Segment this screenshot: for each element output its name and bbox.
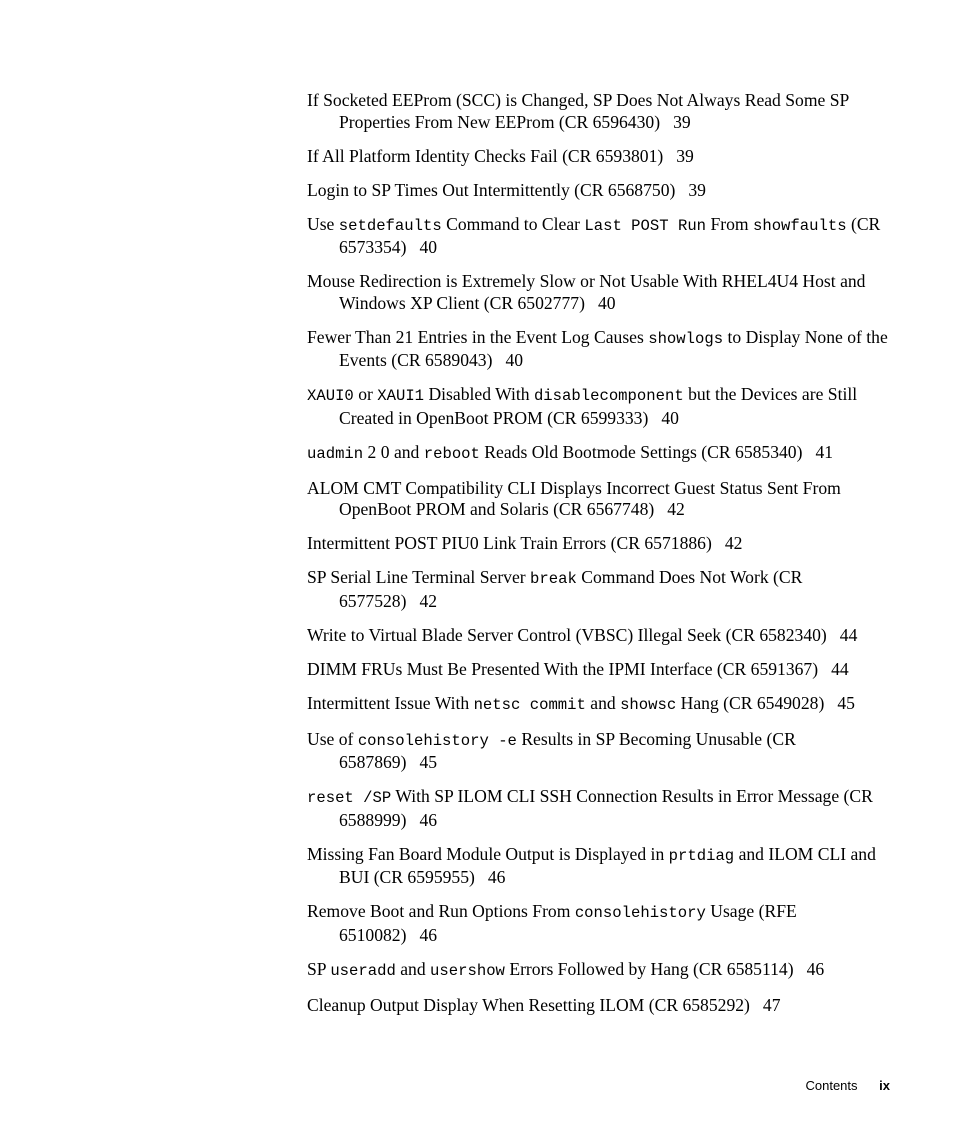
toc-entry-text: 2 0 and (363, 441, 424, 462)
toc-entry-text: Cleanup Output Display When Resetting ILOM (CR 6585292) (307, 994, 750, 1015)
toc-entry-page-number: 47 (762, 994, 781, 1015)
toc-entry-page-number: 42 (667, 499, 685, 519)
toc-entry-page-number: 40 (597, 292, 616, 313)
toc-entry-text: Use (307, 213, 339, 234)
toc-entry-code: XAUI0 (307, 387, 354, 405)
toc-entry-page-number: 40 (661, 407, 679, 428)
toc-entry[interactable] (307, 729, 897, 774)
toc-entry[interactable] (307, 625, 897, 647)
toc-entry-text: From (706, 213, 753, 234)
toc-entry[interactable] (307, 693, 897, 717)
toc-entry[interactable] (307, 959, 897, 983)
toc-entry[interactable] (307, 180, 897, 202)
toc-entry-page-number: 46 (419, 809, 438, 830)
toc-entry-text: Intermittent POST PIU0 Link Train Errors (CR 6571886) (307, 533, 712, 553)
toc-entry-code: netsc commit (473, 695, 586, 714)
toc-entry-page-number: 40 (505, 350, 524, 370)
toc-entry-text: ALOM CMT Compatibility CLI Displays Incorrect Guest Status Sent From OpenBoot PROM and Solaris (CR 6567748) (307, 477, 841, 519)
toc-entry[interactable] (307, 327, 897, 372)
page-footer (805, 1078, 890, 1093)
toc-entry[interactable] (307, 786, 897, 831)
toc-entry-page-number: 44 (831, 658, 849, 679)
toc-entry-code: showlogs (648, 329, 724, 348)
toc-entry-page-number: 45 (837, 692, 855, 713)
toc-entry-page-number: 39 (673, 111, 691, 132)
toc-entry-text: and ILOM CLI and BUI (CR 6595955) (339, 843, 876, 887)
toc-entry[interactable] (307, 384, 897, 429)
footer-section-label: Contents (805, 1078, 858, 1093)
toc-entry-text: Write to Virtual Blade Server Control (VBSC) Illegal Seek (CR 6582340) (307, 624, 827, 645)
toc-entry[interactable] (307, 478, 897, 521)
toc-entry[interactable] (307, 214, 897, 259)
toc-entry-text: Hang (CR 6549028) (676, 692, 825, 713)
toc-entry-text: Command to Clear (441, 213, 585, 234)
toc-entry-text: to Display None of the Events (CR 6589043) (339, 326, 888, 370)
toc-entry-code: uadmin (307, 444, 364, 463)
toc-entry-page-number: 39 (688, 179, 706, 200)
toc-entry-text: SP (307, 958, 331, 979)
toc-entry-page-number: 44 (839, 624, 858, 645)
toc-entry-text: Disabled With (424, 384, 534, 404)
toc-entry-text: Remove Boot and Run Options From (307, 901, 575, 921)
toc-entry-code: showsc (620, 695, 677, 714)
footer-page-number: ix (879, 1078, 890, 1093)
toc-entry-code: reset /SP (307, 789, 392, 807)
toc-entry-code: reboot (423, 444, 480, 463)
toc-entry-text: and (395, 958, 431, 979)
toc-entry-text: Results in SP Becoming Unusable (CR 6587869) (339, 728, 796, 772)
toc-entry-code: usershow (430, 961, 505, 980)
toc-entry-code: consolehistory (574, 904, 706, 922)
toc-entry-code: setdefaults (338, 216, 442, 235)
toc-entry-text: SP Serial Line Terminal Server (307, 567, 531, 587)
toc-entry[interactable] (307, 567, 897, 612)
toc-entry-text: Mouse Redirection is Extremely Slow or Not Usable With RHEL4U4 Host and Windows XP Client (CR 6502777) (307, 271, 866, 313)
toc-entry-code: XAUI1 (377, 387, 425, 405)
toc-entry-text: Missing Fan Board Module Output is Displayed in (307, 843, 669, 864)
toc-entry-text: Reads Old Bootmode Settings (CR 6585340) (479, 441, 803, 462)
toc-entry-text: Fewer Than 21 Entries in the Event Log Causes (307, 326, 649, 347)
toc-entry[interactable] (307, 146, 897, 168)
toc-entry[interactable] (307, 271, 897, 314)
toc-entry-text: but the Devices are Still Created in OpenBoot PROM (CR 6599333) (339, 384, 858, 428)
toc-entry-text: Usage (RFE 6510082) (339, 901, 797, 945)
table-of-contents (307, 90, 897, 1029)
toc-entry-text: Intermittent Issue With (307, 692, 474, 713)
toc-entry-text: If Socketed EEProm (SCC) is Changed, SP Does Not Always Read Some SP Properties From New EEProm (CR 6596430) (307, 90, 849, 132)
toc-entry-text: Use of (307, 728, 358, 749)
toc-entry-page-number: 40 (419, 237, 438, 257)
toc-entry[interactable] (307, 659, 897, 681)
toc-entry-page-number: 46 (487, 867, 506, 887)
toc-entry-text: (CR 6573354) (339, 213, 881, 257)
toc-entry-text: Errors Followed by Hang (CR 6585114) (504, 958, 794, 979)
toc-entry-page-number: 46 (806, 958, 825, 979)
toc-entry[interactable] (307, 995, 897, 1017)
toc-entry[interactable] (307, 844, 897, 889)
toc-entry-page-number: 42 (724, 533, 743, 553)
toc-entry-code: disablecomponent (533, 387, 684, 405)
toc-entry-page-number: 41 (815, 441, 834, 462)
toc-entry[interactable] (307, 90, 897, 133)
toc-entry-page-number: 45 (419, 752, 438, 772)
toc-entry-code: consolehistory -e (357, 731, 517, 750)
toc-entry-page-number: 39 (676, 145, 694, 166)
toc-entry-code: prtdiag (668, 846, 735, 865)
toc-entry-text: or (353, 384, 378, 404)
toc-entry-page-number: 46 (419, 924, 438, 945)
toc-entry-text: If All Platform Identity Checks Fail (CR 6593801) (307, 145, 664, 166)
toc-entry-text: Login to SP Times Out Intermittently (CR 6568750) (307, 179, 676, 200)
toc-entry-code: break (530, 570, 577, 588)
toc-entry-code: Last POST Run (584, 216, 707, 235)
toc-entry-code: useradd (330, 961, 396, 980)
toc-entry[interactable] (307, 901, 897, 946)
toc-entry-code: showfaults (752, 216, 847, 235)
toc-entry-page-number: 42 (419, 590, 438, 611)
toc-entry-text: Command Does Not Work (CR 6577528) (339, 567, 803, 611)
toc-entry-text: With SP ILOM CLI SSH Connection Results in Error Message (CR 6588999) (339, 786, 873, 830)
toc-entry[interactable] (307, 442, 897, 466)
toc-entry[interactable] (307, 533, 897, 555)
toc-entry-text: DIMM FRUs Must Be Presented With the IPMI Interface (CR 6591367) (307, 658, 819, 679)
toc-entry-text: and (585, 692, 621, 713)
